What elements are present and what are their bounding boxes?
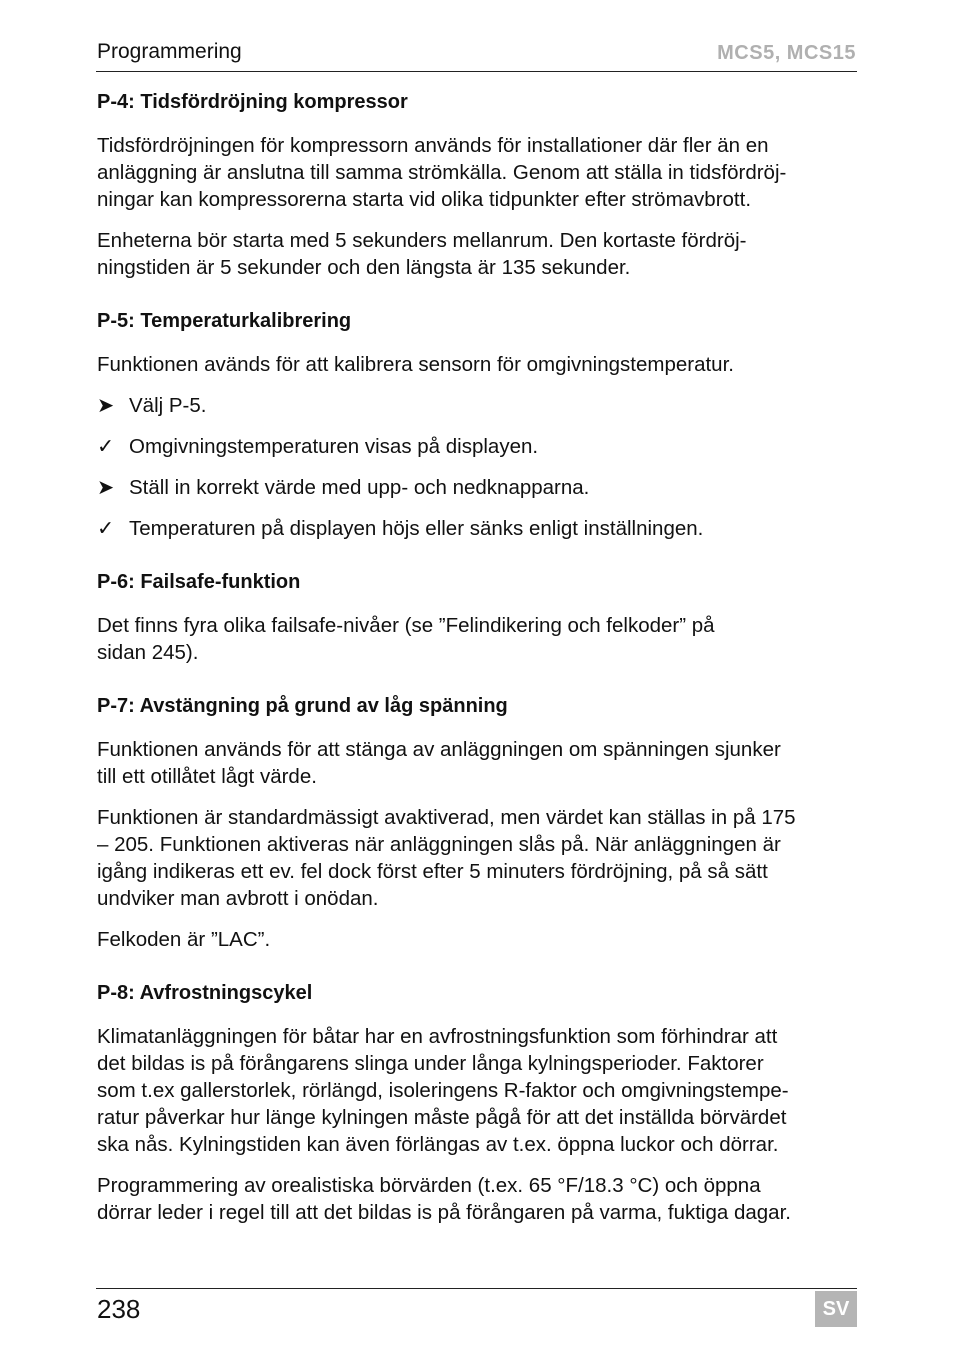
line: som t.ex gallerstorlek, rörlängd, isoleringens R-faktor och omgivningstempe-	[97, 1079, 789, 1102]
paragraph	[97, 227, 861, 281]
paragraph: Funktionen avänds för att kalibrera sensorn för omgivningstemperatur.	[97, 353, 734, 376]
section-heading-p7: P-7: Avstängning på grund av låg spänning	[97, 695, 508, 717]
line: Funktionen används för att stänga av anläggningen om spänningen sjunker	[97, 738, 781, 761]
step-item	[97, 474, 861, 501]
header-title: Programmering	[97, 40, 242, 63]
paragraph	[97, 736, 861, 790]
step-text: Omgivningstemperaturen visas på displayen.	[129, 435, 539, 458]
step-item	[97, 392, 861, 419]
line: Tidsfördröjningen för kompressorn används för installationer där fler än en	[97, 134, 769, 157]
line: ningstiden är 5 sekunder och den längsta är 135 sekunder.	[97, 256, 631, 279]
paragraph	[97, 132, 861, 213]
section-heading-p5: P-5: Temperaturkalibrering	[97, 310, 352, 332]
section-heading-p4: P-4: Tidsfördröjning kompressor	[97, 91, 408, 113]
step-item	[97, 433, 861, 460]
paragraph	[97, 612, 861, 666]
line: Funktionen är standardmässigt avaktiverad, men värdet kan ställas in på 175	[97, 806, 796, 829]
line: dörrar leder i regel till att det bildas is på förångaren på varma, fuktiga dagar.	[97, 1201, 791, 1224]
line: Programmering av orealistiska börvärden (t.ex. 65 °F/18.3 °C) och öppna	[97, 1174, 761, 1197]
line: sidan 245).	[97, 641, 199, 664]
line: igång indikeras ett ev. fel dock först efter 5 minuters fördröjning, på så sätt	[97, 860, 768, 883]
footer-divider	[96, 1288, 857, 1289]
paragraph	[97, 804, 861, 912]
arrow-icon: ➤	[97, 394, 115, 417]
paragraph	[97, 1172, 861, 1226]
line: ningar kan kompressorerna starta vid olika tidpunkter efter strömavbrott.	[97, 188, 752, 211]
line: ratur påverkar hur länge kylningen måste pågå för att det inställda börvärdet	[97, 1106, 787, 1129]
checkmark-icon: ✓	[97, 435, 115, 458]
step-text: Ställ in korrekt värde med upp- och nedknapparna.	[129, 476, 590, 499]
line: till ett otillåtet lågt värde.	[97, 765, 317, 788]
line: Klimatanläggningen för båtar har en avfrostningsfunktion som förhindrar att	[97, 1025, 778, 1048]
line: anläggning är anslutna till samma strömkälla. Genom att ställa in tidsfördröj-	[97, 161, 787, 184]
step-item	[97, 515, 861, 542]
line: – 205. Funktionen aktiveras när anläggningen slås på. När anläggningen är	[97, 833, 781, 856]
page-content	[97, 89, 861, 1240]
step-text: Välj P-5.	[129, 394, 207, 417]
line: ska nås. Kylningstiden kan även förlängas av t.ex. öppna luckor och dörrar.	[97, 1133, 779, 1156]
paragraph: Felkoden är ”LAC”.	[97, 928, 271, 951]
checkmark-icon: ✓	[97, 517, 115, 540]
section-heading-p6: P-6: Failsafe-funktion	[97, 571, 301, 593]
header-model: MCS5, MCS15	[717, 42, 856, 64]
line: Det finns fyra olika failsafe-nivåer (se ”Felindikering och felkoder” på	[97, 614, 715, 637]
section-heading-p8: P-8: Avfrostningscykel	[97, 982, 313, 1004]
header-divider	[96, 71, 857, 72]
language-badge: SV	[815, 1291, 857, 1327]
page-number: 238	[97, 1294, 141, 1324]
arrow-icon: ➤	[97, 476, 115, 499]
line: Enheterna bör starta med 5 sekunders mellanrum. Den kortaste fördröj-	[97, 229, 747, 252]
line: det bildas is på förångarens slinga under långa kylningsperioder. Faktorer	[97, 1052, 764, 1075]
line: undviker man avbrott i onödan.	[97, 887, 379, 910]
paragraph	[97, 1023, 861, 1158]
step-text: Temperaturen på displayen höjs eller sänks enligt inställningen.	[129, 517, 704, 540]
